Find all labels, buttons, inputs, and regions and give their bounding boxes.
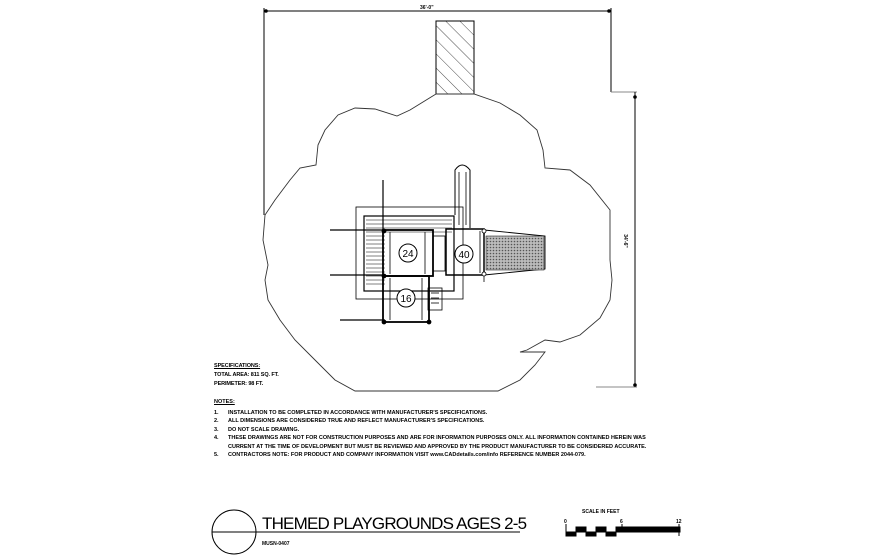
drawing-title: THEMED PLAYGROUNDS AGES 2-5 [262,514,527,533]
drawing-code: MUSN-0407 [262,541,290,547]
perimeter: PERIMETER: 98 FT. [214,381,264,387]
note-item: 4. THESE DRAWINGS ARE NOT FOR CONSTRUCTION PURPOSES AND ARE FOR INFORMATION PURPOSES ONLY. ALL INFORMATION CONTAINED HEREIN WAS CURRENT AT THE TIME OF DEVELOPMENT BUT MUST BE REVIEWED AND APPROVED BY THE PRODUCT MANUFACTURER TO BE CONSIDERED ACCURATE. [214,435,647,450]
play-structure [330,165,545,324]
scale-tick-6: 6 [620,519,623,525]
notes-block [214,398,674,460]
note-item: 1. INSTALLATION TO BE COMPLETED IN ACCORDANCE WITH MANUFACTURER'S SPECIFICATIONS. [214,409,488,416]
scale-tick-0: 0 [564,519,567,525]
entry-path [436,21,474,94]
scale-tick-12: 12 [676,519,682,525]
scale-label: SCALE IN FEET [582,509,620,515]
right-dimension [596,92,637,387]
note-item: 2. ALL DIMENSIONS ARE CONSIDERED TRUE AND REFLECT MANUFACTURER'S SPECIFICATIONS. [214,418,485,424]
deck-40-label: 40 [458,250,470,261]
total-area: TOTAL AREA: 811 SQ. FT. [214,372,279,378]
note-item: 3. DO NOT SCALE DRAWING. [214,426,300,433]
overall-width-dimension: 36'-0" [420,5,434,11]
specifications-heading: SPECIFICATIONS: [214,363,261,369]
safety-surface-outline [263,94,612,391]
specifications-block [214,362,279,389]
scale-bar [566,524,680,536]
note-item: 5. CONTRACTORS NOTE: FOR PRODUCT AND COMPANY INFORMATION VISIT www.CADdetails.com/info REFERENCE NUMBER 2044-079. [214,452,586,458]
notes-heading: NOTES: [214,399,235,405]
overall-depth-dimension: 34'-6" [621,234,628,248]
deck-24-label: 24 [402,249,414,260]
deck-16-label: 16 [400,294,412,305]
